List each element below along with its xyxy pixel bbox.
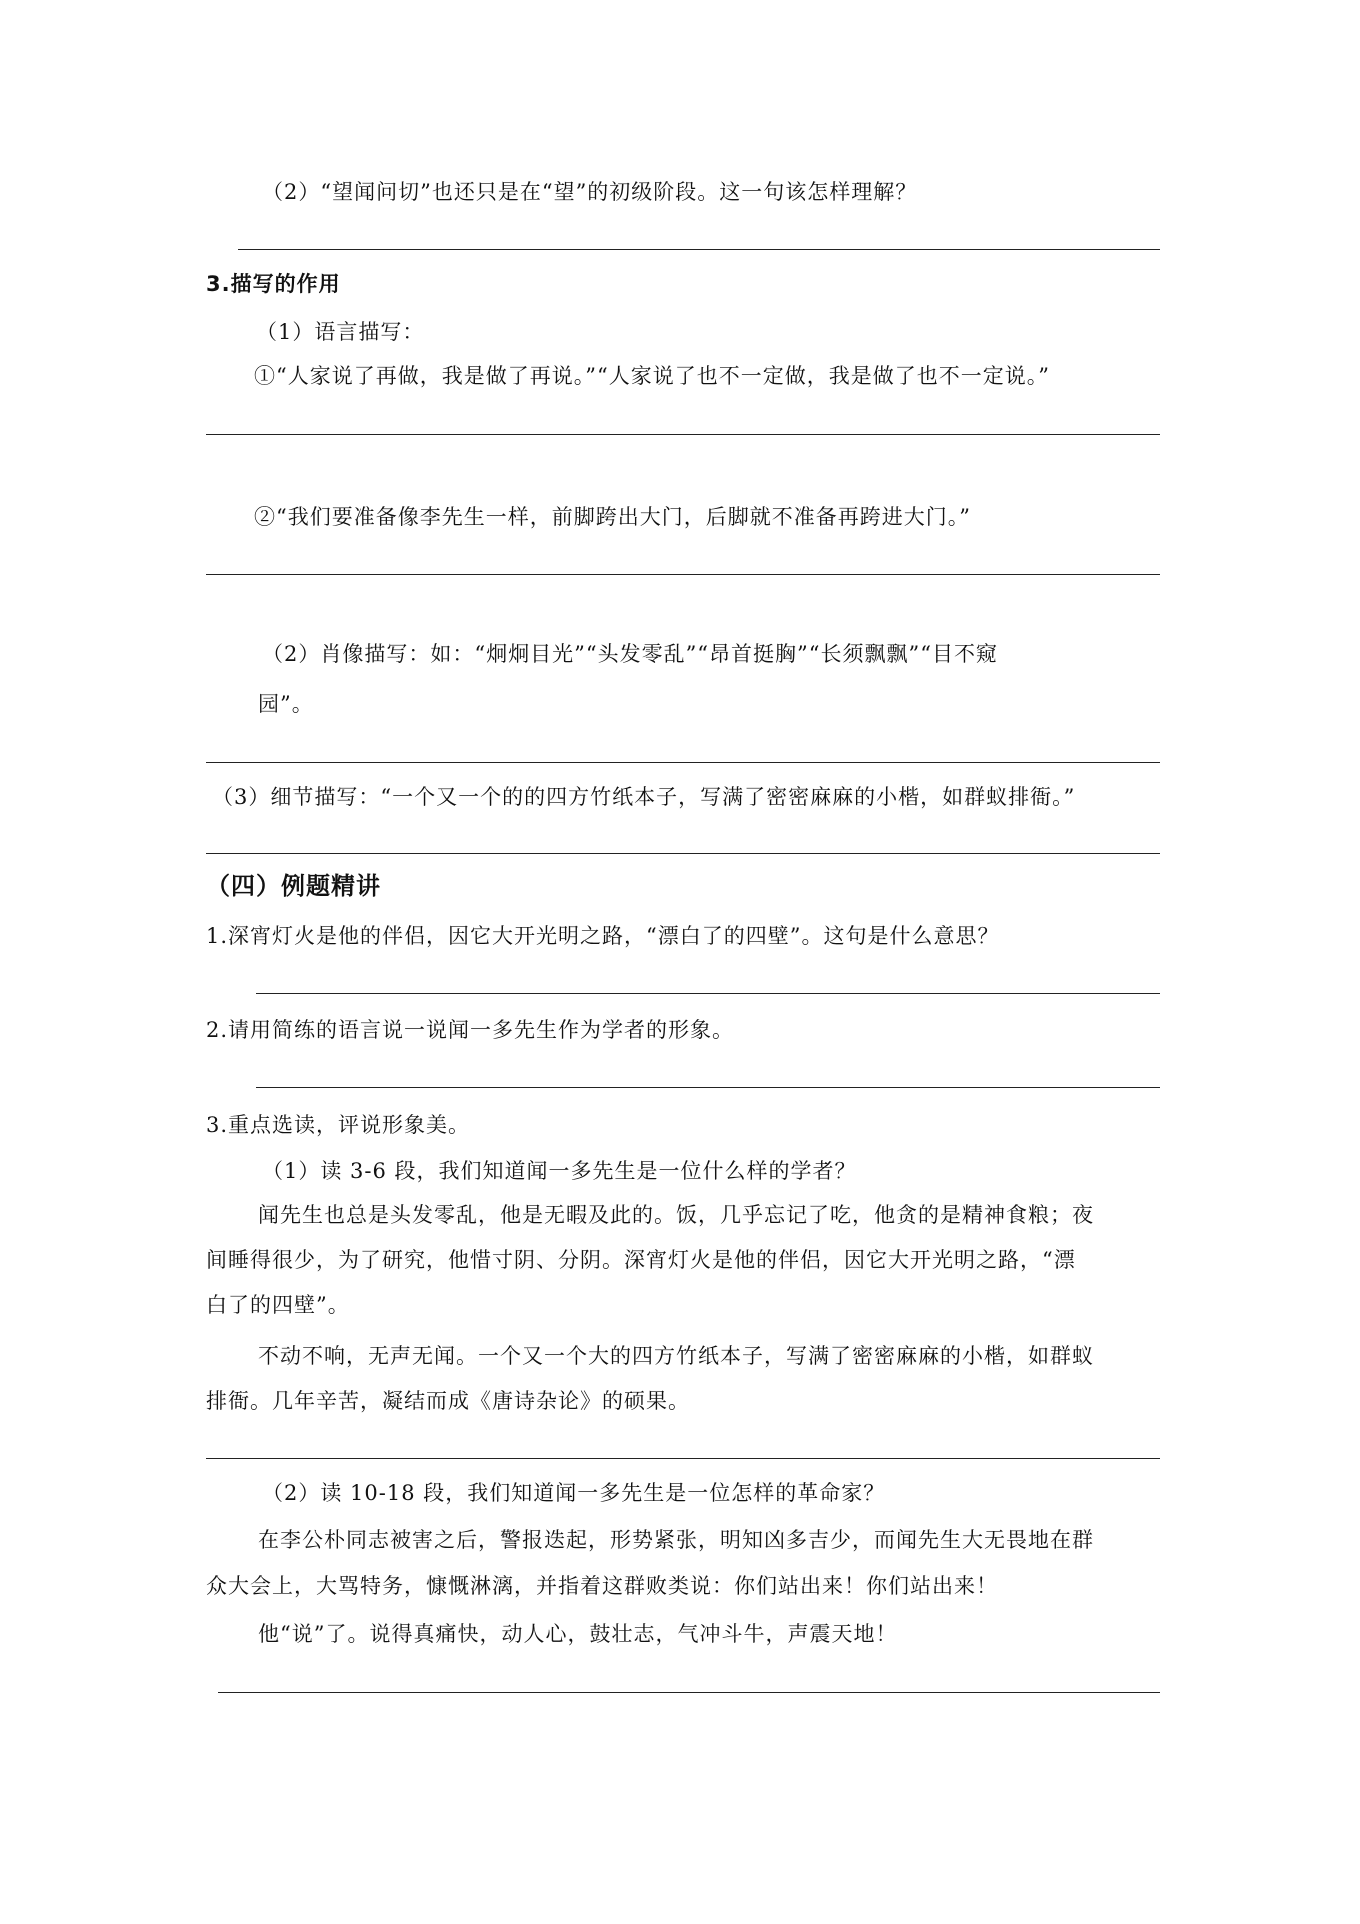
passage-3-line-1: 在李公朴同志被害之后，警报迭起，形势紧张，明知凶多吉少，而闻先生大无畏地在群 [258, 1528, 1094, 1552]
language-description-label: （1）语言描写： [256, 320, 425, 344]
passage-2-line-1: 不动不响，无声无闻。一个又一个大的四方竹纸本子，写满了密密麻麻的小楷，如群蚁 [258, 1344, 1094, 1368]
section-4-title: （四）例题精讲 [206, 872, 381, 900]
sub-question-3-1: （1）读 3-6 段，我们知道闻一多先生是一位什么样的学者？ [262, 1159, 857, 1183]
sub-question-3-2: （2）读 10-18 段，我们知道闻一多先生是一位怎样的革命家？ [262, 1481, 886, 1505]
answer-line[interactable] [206, 762, 1160, 763]
answer-line[interactable] [218, 1692, 1160, 1693]
language-quote-1: ①“人家说了再做，我是做了再说。”“人家说了也不一定做，我是做了也不一定说。” [254, 364, 1050, 388]
passage-1-line-2: 间睡得很少，为了研究，他惜寸阴、分阴。深宵灯火是他的伴侣，因它大开光明之路，“漂 [206, 1248, 1076, 1272]
passage-1-line-1: 闻先生也总是头发零乱，他是无暇及此的。饭，几乎忘记了吃，他贪的是精神食粮；夜 [258, 1203, 1094, 1227]
question-2-understanding: （2）“望闻问切”也还只是在“望”的初级阶段。这一句该怎样理解？ [262, 180, 918, 204]
section-3-title: 3.描写的作用 [206, 272, 341, 296]
answer-line[interactable] [256, 993, 1160, 994]
answer-line[interactable] [238, 249, 1160, 250]
answer-line[interactable] [206, 574, 1160, 575]
language-quote-2: ②“我们要准备像李先生一样，前脚跨出大门，后脚就不准备再跨进大门。” [254, 505, 971, 529]
passage-4: 他“说”了。说得真痛快，动人心，鼓壮志，气冲斗牛，声震天地！ [258, 1622, 898, 1646]
answer-line[interactable] [206, 853, 1160, 854]
portrait-description-line-2: 园”。 [258, 692, 314, 716]
answer-line[interactable] [256, 1087, 1160, 1088]
answer-line[interactable] [206, 1458, 1160, 1459]
example-question-3: 3.重点选读，评说形象美。 [206, 1113, 471, 1137]
detail-description: （3）细节描写：“一个又一个的的四方竹纸本子，写满了密密麻麻的小楷，如群蚁排衙。” [212, 785, 1076, 809]
passage-1-line-3: 白了的四壁”。 [206, 1293, 350, 1317]
example-question-2: 2.请用简练的语言说一说闻一多先生作为学者的形象。 [206, 1018, 735, 1042]
example-question-1: 1.深宵灯火是他的伴侣，因它大开光明之路，“漂白了的四壁”。这句是什么意思？ [206, 924, 1000, 948]
portrait-description-line-1: （2）肖像描写：如：“炯炯目光”“头发零乱”“昂首挺胸”“长须飘飘”“目不窥 [262, 642, 998, 666]
passage-2-line-2: 排衙。几年辛苦，凝结而成《唐诗杂论》的硕果。 [206, 1389, 690, 1413]
passage-3-line-2: 众大会上，大骂特务，慷慨淋漓，并指着这群败类说：你们站出来！你们站出来！ [206, 1574, 998, 1598]
answer-line[interactable] [206, 434, 1160, 435]
